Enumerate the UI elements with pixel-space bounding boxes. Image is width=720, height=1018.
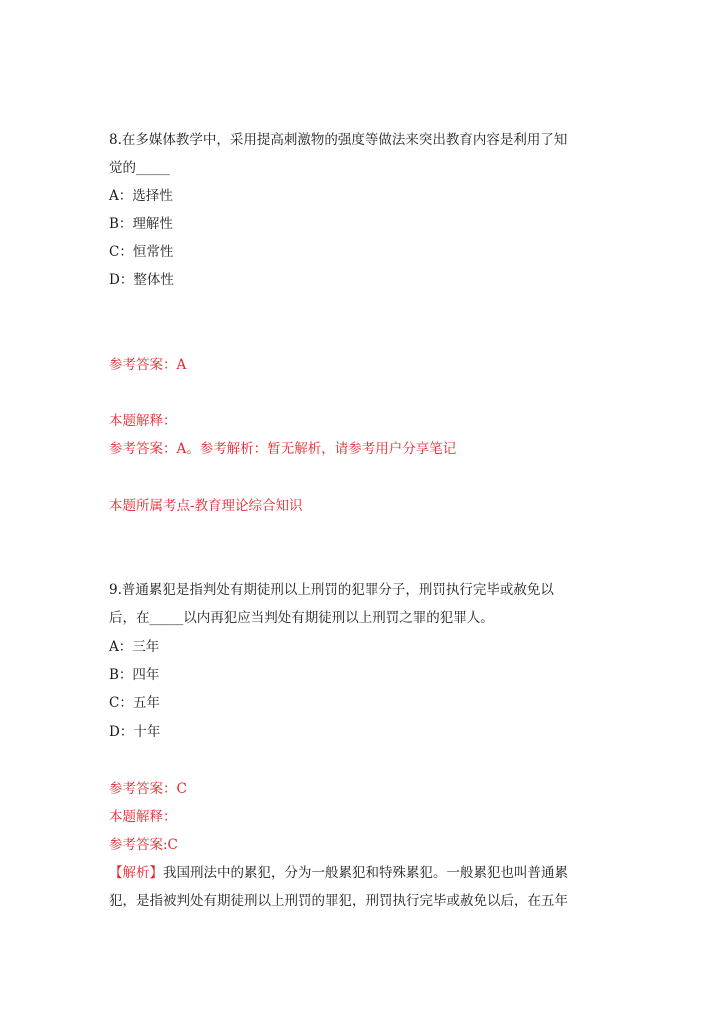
q9-stem-line1: 9.普通累犯是指判处有期徒刑以上刑罚的犯罪分子，刑罚执行完毕或赦免以: [109, 582, 554, 598]
q8-explain-title: 本题解释：: [109, 413, 177, 429]
q8-option-b: B：理解性: [109, 216, 173, 232]
q9-analysis-line2: 犯，是指被判处有期徒刑以上刑罚的罪犯，刑罚执行完毕或赦免以后，在五年: [109, 893, 568, 909]
q8-option-d: D：整体性: [109, 272, 174, 288]
q9-option-a: A：三年: [109, 639, 160, 655]
q9-explain-title: 本题解释：: [109, 809, 177, 825]
q9-option-d: D：十年: [109, 724, 161, 740]
q8-explain-text: 参考答案：A。参考解析：暂无解析，请参考用户分享笔记: [109, 441, 457, 457]
q9-analysis-line1: [109, 863, 568, 883]
q9-option-b: B：四年: [109, 667, 160, 683]
q9-option-c: C：五年: [109, 695, 160, 711]
q9-answer2: 参考答案:C: [109, 837, 178, 853]
q9-stem-line2: 后，在_____以内再犯应当判处有期徒刑以上刑罚之罪的犯罪人。: [109, 610, 494, 626]
q8-option-c: C：恒常性: [109, 244, 174, 260]
q8-stem-line2: 觉的_____: [109, 160, 170, 176]
q9-answer: 参考答案：C: [109, 781, 187, 797]
q9-analysis-text1: 我国刑法中的累犯，分为一般累犯和特殊累犯。一般累犯也叫普通累: [163, 865, 568, 881]
q8-stem-line1: 8.在多媒体教学中，采用提高刺激物的强度等做法来突出教育内容是利用了知: [109, 132, 568, 148]
q8-option-a: A：选择性: [109, 188, 173, 204]
q8-answer: 参考答案：A: [109, 357, 187, 373]
q8-topic: 本题所属考点-教育理论综合知识: [109, 498, 303, 514]
q9-analysis-label: 【解析】: [109, 865, 163, 881]
